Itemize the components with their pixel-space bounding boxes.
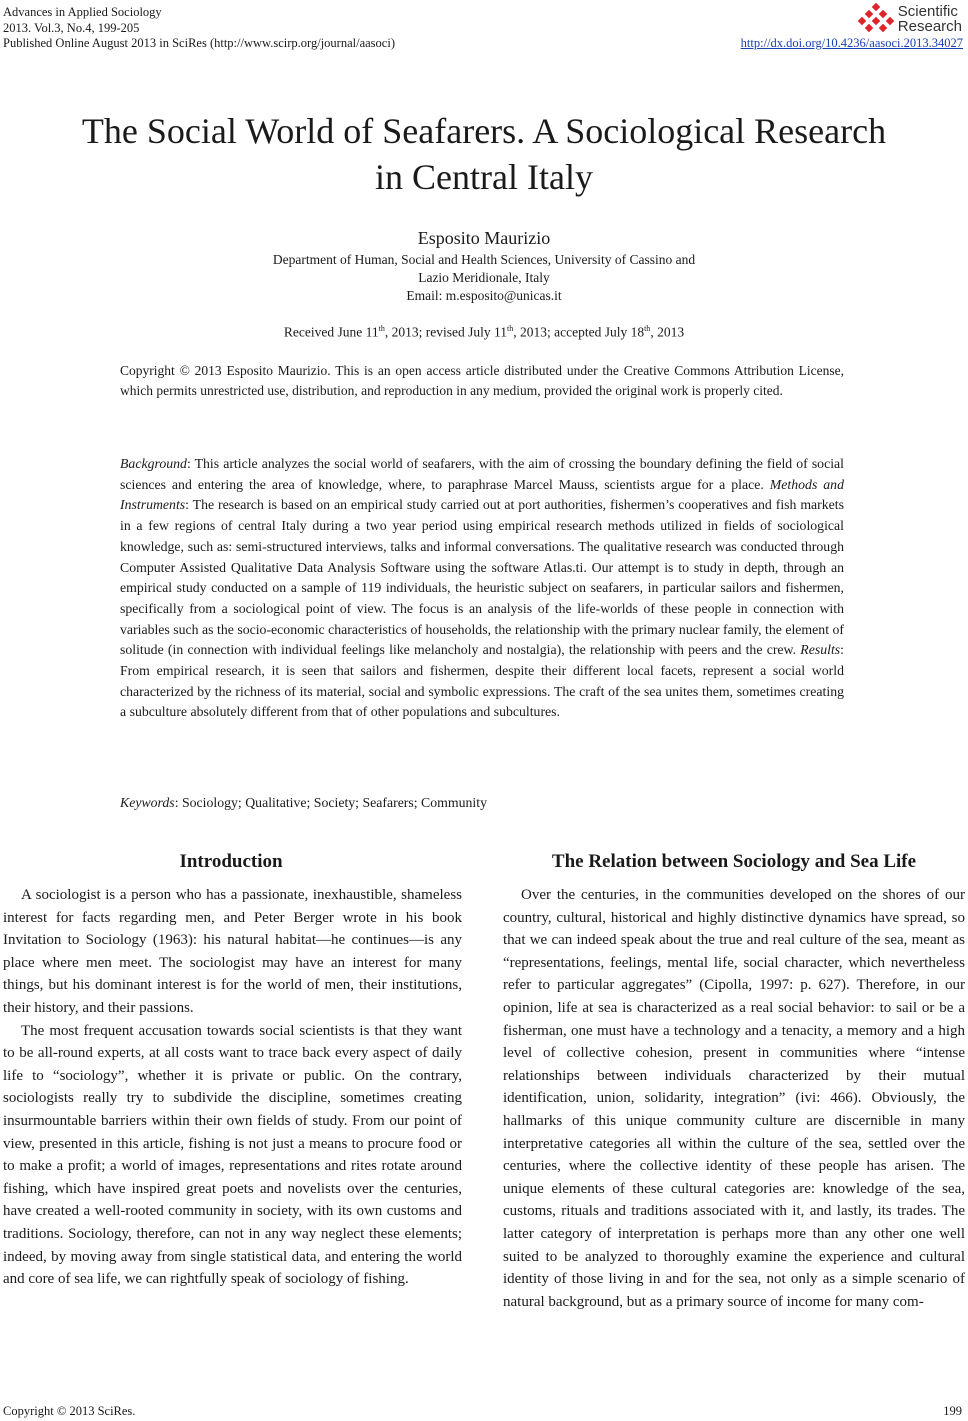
methods-label: Methods and Instruments [120, 476, 844, 513]
article-dates [0, 324, 968, 341]
article-title [40, 108, 928, 200]
abstract [120, 454, 844, 723]
logo-line-2: Research [897, 18, 962, 35]
publication-info: Published Online August 2013 in SciRes (http://www.scirp.org/journal/aasoci) [3, 36, 395, 50]
journal-volume: 2013. Vol.3, No.4, 199-205 [3, 20, 140, 35]
author-name: Esposito Maurizio [417, 228, 551, 248]
journal-header [3, 5, 395, 52]
revised-date: , 2013; revised July 11 [384, 324, 507, 340]
copyright-notice: Copyright © 2013 Esposito Maurizio. This is an open access article distributed under the Creative Commons Attribution License, which permits unrestricted use, distribution, and reproduction in any medium, provided the original work is properly cited. [120, 363, 844, 398]
paragraph: The most frequent accusation towards social scientists is that they want to be all-round experts, at all costs want to trace back every aspect of daily life to “sociology”, whether it is private or public. On the contrary, sociologists really try to subdivide the discipline, sometimes creating insurmountable barriers within their own fields of study. From our point of view, presented in this article, fishing is not just a means to procure food or to make a profit; a world of images, representations and rites rotate around fishing, which have inspired great poets and novelists over the centuries, have created a well-rooted community in society, with its own customs and traditions. Sociology, therefore, can not in any way neglect these elements; indeed, by moving away from single statistical data, and entering the world and core of sea life, we can rightfully speak of sociology of fishing. [3, 1022, 462, 1288]
paragraph: A sociologist is a person who has a passionate, inexhaustible, shameless interest for facts regarding men, and Peter Berger wrote in his book Invitation to Sociology (1963): his natural habitat—he continues—is any place where men meet. The sociologist may have an interest for many things, but his dominant interest is for the world of men, their institutions, their history, and their passions. [3, 887, 462, 1016]
affiliation-dept: Department of Human, Social and Health Sciences, University of Cassino and [272, 252, 696, 267]
publisher-logo [858, 2, 962, 36]
keywords-label: Keywords [120, 795, 175, 810]
accepted-date: , 2013; accepted July 18 [513, 324, 645, 340]
dates-suffix: , 2013 [650, 324, 685, 340]
background-text: : This article analyzes the social world of seafarers, with the aim of crossing the boundary defining the field of social sciences and entering the area of knowledge, where, to paraphrase Marcel Mauss, scientists argue for a place. [120, 456, 844, 492]
page-number: 199 [943, 1404, 962, 1418]
background-label: Background [120, 456, 187, 471]
results-label: Results [800, 642, 841, 658]
logo-text [898, 4, 962, 34]
section-heading-sociology-sea-life: The Relation between Sociology and Sea Life [551, 851, 917, 872]
author-affiliation [140, 251, 828, 305]
introduction-body [3, 884, 462, 1291]
methods-text: : The research is based on an empirical study carried out at port authorities, fishermen’s cooperatives and fish markets in a few regions of central Italy during a two year period using empirical research methods utilized in fields of sociological knowledge, such as: semi-structured interviews, talks and informal conversations. The qualitative research was conducted through Computer Assisted Qualitative Data Analysis Software using the software Atlas.ti. Our attempt is to study in depth, through an empirical study conducted on a sample of 119 individuals, the heuristic subject on seafarers, in particular sailors and fishermen, specifically from a sociological point of view. The focus is an analysis of the life-worlds of these people in connection with variables such as the socio-economic characteristics of households, the relationship with the primary nuclear family, the element of solitude (in connection with individual feelings like melancholy and nostalgia), the relationship with peers and the crew. [120, 497, 844, 658]
author-email: Email: m.esposito@unicas.it [406, 288, 562, 303]
logo-mark-icon [858, 3, 894, 35]
paragraph: Over the centuries, in the communities developed on the shores of our country, cultural, historical and highly distinctive dynamics have spread, so that we can indeed speak about the true and real culture of the sea, meant as “representations, feelings, mental life, social character, which nevertheless refer to particular aggregates” (Cipolla, 1997: p. 627). Therefore, in our opinion, life at sea is characterized as a real social behavior: to sail or be a fisherman, one must have a technology and a tenacity, a memory and a high level of collective cohesion, present in communities where “intense relationships between individuals characterized by their mutual identification, union, solidarity, integration” (ivi: 466). Obviously, the hallmarks of this unique community culture are discernible in many interpretative categories all within the culture of the sea, settled over the centuries, where the collective identity of these people has arisen. The unique elements of these cultural categories are: knowledge of the sea, customs, rituals and traditions associated with it, and lastly, its trades. The latter category of interpretation is perhaps more than any other one well suited to be analyzed to thoroughly examine the experience and cultural identity of those living in and for the sea, not only as a simple scenario of natural background, but as a primary source of income for many com- [503, 887, 965, 1310]
title-line-2: in Central Italy [375, 157, 593, 197]
journal-name: Advances in Applied Sociology [3, 5, 162, 19]
sociology-sea-life-body [503, 884, 965, 1313]
accepted-sup: th [644, 324, 651, 333]
doi-link[interactable]: http://dx.doi.org/10.4236/aasoci.2013.34027 [740, 36, 963, 50]
title-line-1: The Social World of Seafarers. A Sociological Research [81, 111, 887, 151]
keywords [120, 795, 844, 811]
results-text: : From empirical research, it is seen that sailors and fishermen, despite their different local facets, represent a social world characterized by the richness of its material, social and symbolic expressions. The craft of the sea unites them, sometimes creating a subculture absolutely different from that of other populations and subcultures. [120, 642, 844, 720]
section-heading-introduction: Introduction [179, 851, 283, 872]
footer-copyright: Copyright © 2013 SciRes. [3, 1404, 136, 1418]
logo-line-1: Scientific [897, 3, 958, 20]
received-sup: th [378, 324, 385, 333]
keywords-text: : Sociology; Qualitative; Society; Seafarers; Community [174, 795, 487, 810]
received-date: Received June 11 [283, 324, 379, 340]
revised-sup: th [507, 324, 514, 333]
affiliation-region: Lazio Meridionale, Italy [418, 270, 550, 285]
